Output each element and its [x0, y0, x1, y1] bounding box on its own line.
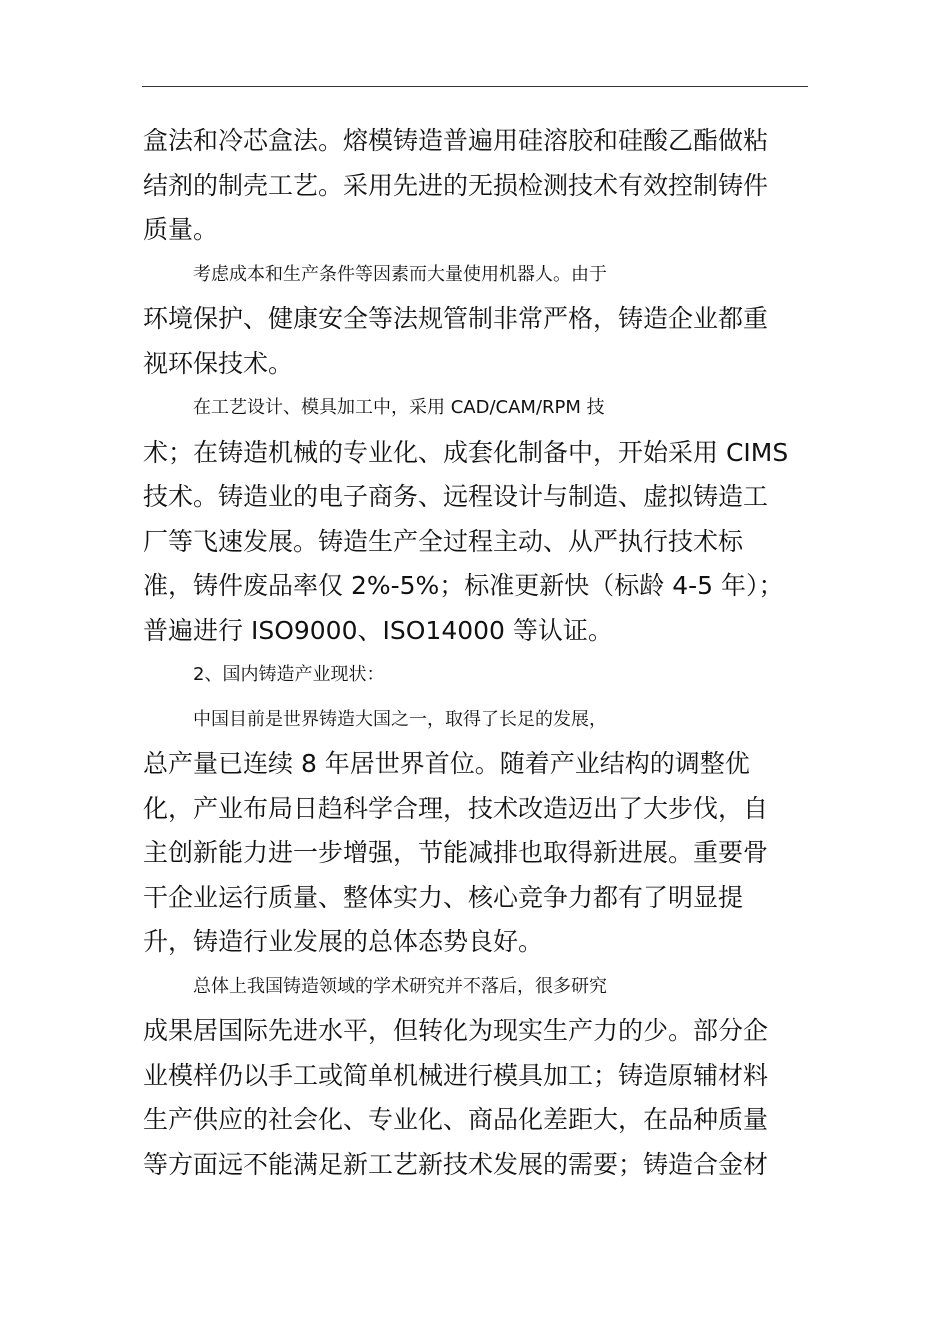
- text-line: 中国目前是世界铸造大国之一，取得了长足的发展，: [193, 708, 607, 730]
- text-line: 成果居国际先进水平，但转化为现实生产力的少。部分企: [143, 1016, 769, 1045]
- text-line: 等方面远不能满足新工艺新技术发展的需要；铸造合金材: [143, 1149, 769, 1179]
- text-line: 准，铸件废品率仅 2%-5%；标准更新快（标龄 4-5 年）；: [143, 571, 784, 600]
- text-line: 厂等飞速发展。铸造生产全过程主动、从严执行技术标: [143, 526, 744, 556]
- text-line: 生产供应的社会化、专业化、商品化差距大，在品种质量: [143, 1105, 769, 1134]
- text-line: 环境保护、健康安全等法规管制非常严格，铸造企业都重: [143, 304, 769, 333]
- text-line: 考虑成本和生产条件等因素而大量使用机器人。由于: [193, 263, 607, 285]
- document-body: [143, 119, 809, 1187]
- text-line: 总产量已连续 8 年居世界首位。随着产业结构的调整优: [143, 749, 750, 778]
- header-rule: [142, 86, 808, 87]
- text-line: 2、国内铸造产业现状：: [193, 664, 385, 685]
- text-line: 主创新能力进一步增强，节能减排也取得新进展。重要骨: [143, 838, 769, 867]
- text-line: 质量。: [143, 215, 219, 244]
- text-line: 结剂的制壳工艺。采用先进的无损检测技术有效控制铸件: [143, 170, 769, 200]
- text-line: 在工艺设计、模具加工中，采用 CAD/CAM/RPM 技: [193, 397, 605, 418]
- text-line: 干企业运行质量、整体实力、核心竞争力都有了明显提: [143, 882, 744, 912]
- text-line: 升，铸造行业发展的总体态势良好。: [143, 927, 544, 956]
- text-line: 化，产业布局日趋科学合理，技术改造迈出了大步伐，自: [143, 793, 769, 823]
- text-line: 总体上我国铸造领域的学术研究并不落后，很多研究: [193, 975, 607, 997]
- text-line: 术；在铸造机械的专业化、成套化制备中，开始采用 CIMS: [143, 437, 789, 467]
- text-line: 视环保技术。: [143, 348, 294, 378]
- text-line: 业模样仍以手工或简单机械进行模具加工；铸造原辅材料: [143, 1060, 769, 1090]
- text-line: 盒法和冷芯盒法。熔模铸造普遍用硅溶胶和硅酸乙酯做粘: [143, 126, 769, 155]
- text-line: 普遍进行 ISO9000、ISO14000 等认证。: [143, 615, 613, 645]
- text-line: 技术。铸造业的电子商务、远程设计与制造、虚拟铸造工: [143, 482, 769, 511]
